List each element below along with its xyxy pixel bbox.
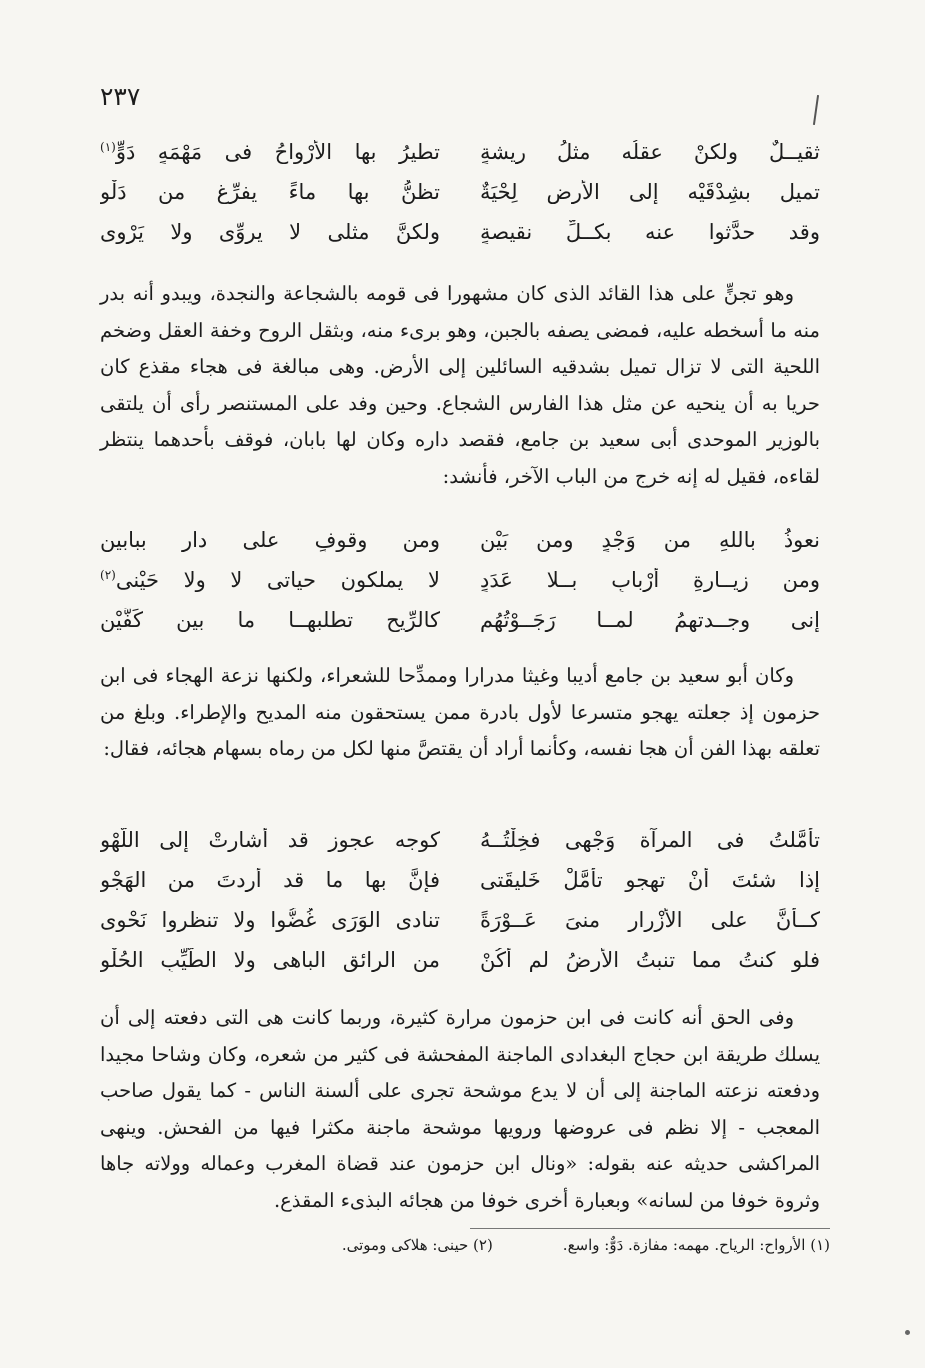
margin-pencil-mark (813, 95, 819, 125)
verse-row (100, 820, 820, 860)
footnote-marker: (٢) (100, 568, 116, 582)
hemistich-left: تظنُّ بها ماءً يفرِّغ من دَلْوِ (100, 180, 440, 204)
hemistich-left: تنادى الوَرَى غُضُّوا ولا تنظروا نَحْوى (100, 908, 440, 932)
hemistich-right: إذا شئتَ أنْ تهجو تأمَّلْ خَليقَتى (480, 868, 820, 892)
verse-row (100, 600, 820, 640)
hemistich-right: ثقيــلٌ ولكنْ عقلُه مثلُ ريشةٍ (480, 140, 820, 164)
poem-1 (100, 132, 820, 252)
paragraph-text: وهو تجنٍّ على هذا القائد الذى كان مشهورا فى قومه بالشجاعة والنجدة، ويبدو أنه بدر منه ما أسخطه عليه، فمضى يصفه بالجبن، وهو برىء منه، وبثقل الروح وخفة العقل وضخم اللحية التى لا تزال تميل بشدقيه السائلين إلى الأرض. وهى مبالغة فى هجاء مقذع كان حريا به أن ينحيه عن مثل هذا الفارس الشجاع. وحين وفد على المستنصر رأى أن يلتقى بالوزير الموحدى أبى سعيد بن جامع، فقصد داره وكان لها بابان، فوقف بأحدهما ينتظر لقاءه، فقيل له إنه خرج من الباب الآخر، فأنشد: (100, 282, 820, 488)
verse-row (100, 520, 820, 560)
verse-row (100, 172, 820, 212)
verse-row (100, 940, 820, 980)
hemistich-left: لا يملكون حياتى لا ولا حَيْنى$^{(٢)}$ (100, 568, 440, 592)
hemistich-left: كالرِّيحِ تطلبهــا ما بين كَفَّيْنِ (100, 608, 440, 632)
footnotes (230, 1236, 830, 1254)
hemistich-right: ومن زيــارةِ أرْبابٍ بــلا عَدَدٍ (480, 568, 820, 592)
poem-3 (100, 820, 820, 980)
hemistich-left: من الرائقِ الباهى ولا الطَّيِّبِ الحُلْوِ (100, 948, 440, 972)
footnote-marker: (١) (100, 140, 116, 154)
footnote-2: (٢) حينى: هلاكى وموتى. (341, 1236, 493, 1254)
hemistich-left: تطيرُ بها الأرْواحُ فى مَهْمَهٍ دَوٍّ$^{(١)}$ (100, 140, 440, 164)
verse-row (100, 860, 820, 900)
paragraph-2 (100, 658, 820, 768)
hemistich-left: فإنَّ بها ما قد أردتَ من الهَجْوِ (100, 868, 440, 892)
hemistich-right: نعوذُ باللهِ من وَجْدٍ ومن بَيْنِ (480, 528, 820, 552)
hemistich-left: كوجه عجوزٍ قد أشارتْ إلى اللَّهْوِ (100, 828, 440, 852)
hemistich-left: ولكنَّ مثلى لا يروِّى ولا يَرْوِى (100, 220, 440, 244)
hemistich-right: تأمَّلتُ فى المرآة وَجْهى فخِلْتُــهُ (480, 828, 820, 852)
verse-row (100, 212, 820, 252)
poem-2 (100, 520, 820, 640)
hemistich-right: كــأنَّ على الأزْرار منىَ عَــوْرَةً (480, 908, 820, 932)
paragraph-text: وفى الحق أنه كانت فى ابن حزمون مرارة كثيرة، وربما كانت هى التى دفعته إلى أن يسلك طريقة ابن حجاج البغدادى الماجنة المفحشة فى كثير من شعره، وكان وشاحا مجيدا ودفعته نزعته الماجنة إلى أن لا يدع موشحة تجرى على ألسنة الناس - كما يقول صاحب المعجب - إلا نظم فى عروضها ورويها موشحة ماجنة مكثرا فيها من الفحش. وينهى المراكشى حديثه عنه بقوله: «ونال ابن حزمون عند قضاة المغرب وعماله وولاته جاها وثروة خوفا من لسانه» وبعبارة أخرى خوفا من هجائه البذىء المقذع. (100, 1006, 820, 1212)
footnote-1: (١) الأرواح: الرياح. مهمه: مفازة. دَوٌّ: واسع. (562, 1236, 830, 1254)
margin-dot-mark (905, 1330, 910, 1335)
hemistich-left: ومن وقوفٍ على دارٍ ببابينِ (100, 528, 440, 552)
hemistich-right: إنى وجــدتهمُ لمــا رَجَــوْتُهُم (480, 608, 820, 632)
verse-row (100, 560, 820, 600)
hemistich-right: وقد حدَّثوا عنه بكــلِّ نقيصةٍ (480, 220, 820, 244)
page-number: ٢٣٧ (100, 82, 141, 111)
paragraph-3 (100, 1000, 820, 1219)
footnote-divider (470, 1228, 830, 1229)
verse-row (100, 900, 820, 940)
hemistich-right: فلو كنتُ مما تنبتُ الأرضُ لم أكُنْ (480, 948, 820, 972)
verse-row (100, 132, 820, 172)
hemistich-right: تميل بشِدْقَيْه إلى الأرضِ لِحْيَةٌ (480, 180, 820, 204)
paragraph-1 (100, 276, 820, 495)
paragraph-text: وكان أبو سعيد بن جامع أديبا وغيثا مدرارا وممدِّحا للشعراء، ولكنها نزعة الهجاء فى ابن حزمون إذ جعلته يهجو متسرعا لأول بادرة ممن يستحقون منه المديح والإطراء. وبلغ من تعلقه بهذا الفن أن هجا نفسه، وكأنما أراد أن يقتصَّ منها لكل من رماه بسهام هجائه، فقال: (100, 664, 820, 760)
